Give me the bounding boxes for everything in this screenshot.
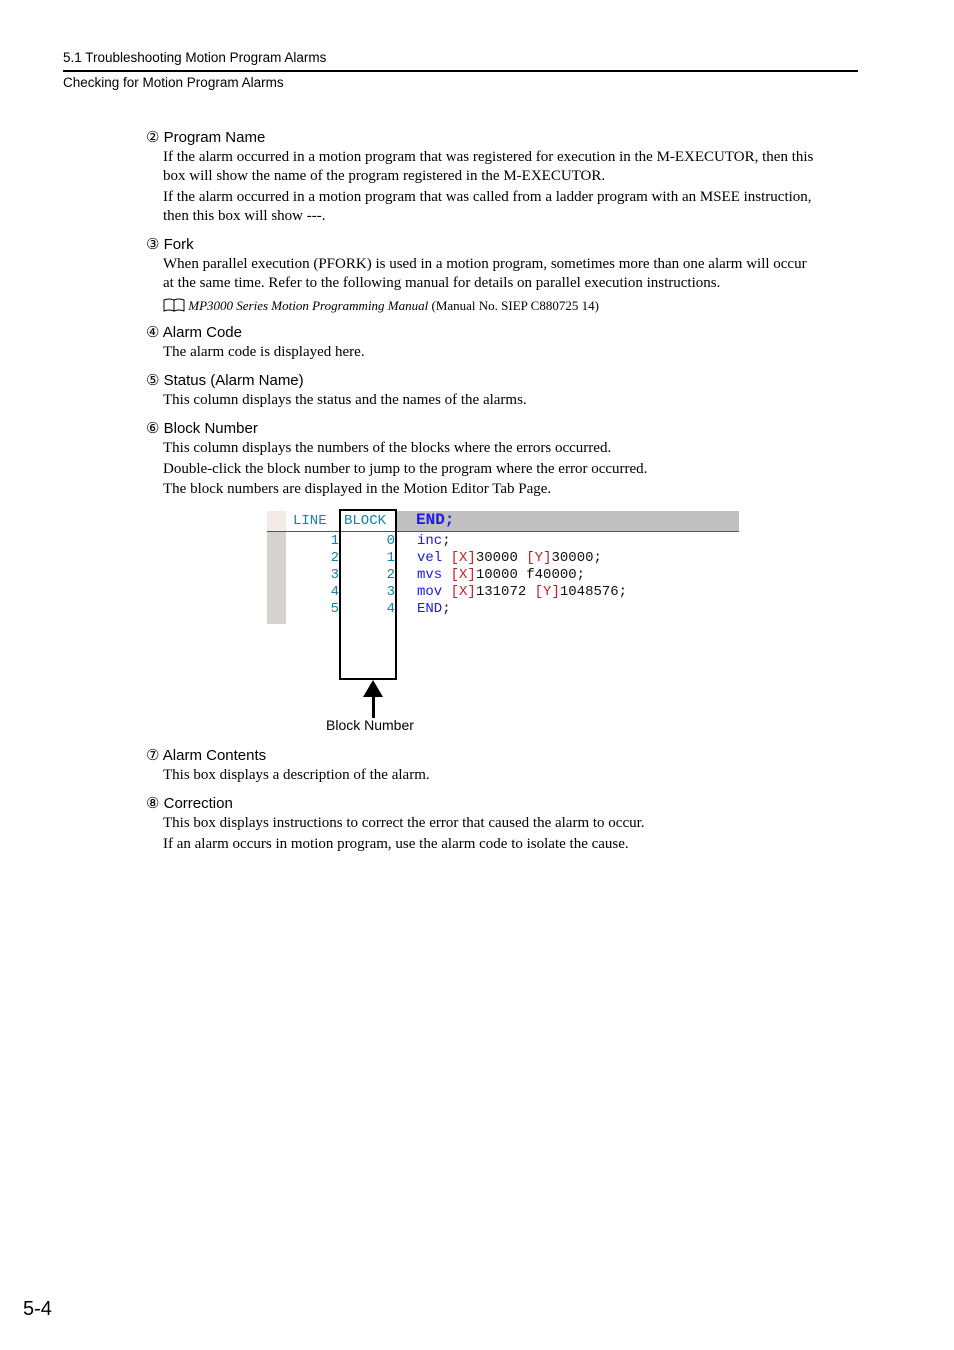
- code-line: [417, 601, 451, 617]
- arrow-shaft: [372, 695, 375, 718]
- code-text: 30000: [475, 550, 527, 566]
- section-title-status: ⑤ Status (Alarm Name): [146, 372, 304, 389]
- book-icon: [163, 298, 188, 313]
- block-number: 3: [386, 584, 395, 600]
- code-text: 30000;: [551, 550, 602, 566]
- code-axis: [Y]: [534, 584, 560, 600]
- paragraph-line: The alarm code is displayed here.: [163, 344, 365, 360]
- paragraph-line: Double-click the block number to jump to the program where the error occurred.: [163, 461, 648, 477]
- manual-title: MP3000 Series Motion Programming Manual: [188, 298, 429, 313]
- code-command: vel: [417, 550, 443, 566]
- paragraph-line: This box displays instructions to correct the error that caused the alarm to occur.: [163, 815, 645, 831]
- section-title-fork: ③ Fork: [146, 236, 194, 253]
- paragraph-line: If the alarm occurred in a motion program that was called from a ladder program with an MSEE instruction,: [163, 189, 812, 205]
- code-command: END: [417, 601, 443, 617]
- paragraph-line: If an alarm occurs in motion program, use the alarm code to isolate the cause.: [163, 836, 629, 852]
- code-text: 131072: [475, 584, 535, 600]
- section-title-block-number: ⑥ Block Number: [146, 420, 258, 437]
- block-number: 4: [386, 601, 395, 617]
- line-number: 4: [330, 584, 339, 600]
- code-text: 10000 f40000;: [475, 567, 586, 583]
- running-header-subsection: Checking for Motion Program Alarms: [63, 75, 284, 90]
- code-line: [417, 584, 627, 600]
- line-number: 3: [330, 567, 339, 583]
- code-axis: [X]: [450, 584, 476, 600]
- code-axis: [X]: [450, 567, 476, 583]
- block-number: 1: [386, 550, 395, 566]
- code-line: [417, 567, 585, 583]
- editor-header-rule: [267, 531, 739, 532]
- section-title-program-name: ② Program Name: [146, 129, 266, 146]
- block-number: 2: [386, 567, 395, 583]
- paragraph-line: then this box will show ---.: [163, 208, 326, 224]
- code-line: [417, 550, 602, 566]
- column-header-line: LINE: [293, 513, 327, 529]
- page-number: 5-4: [23, 1298, 52, 1320]
- column-header-block: BLOCK: [344, 513, 387, 529]
- section-title-alarm-contents: ⑦ Alarm Contents: [146, 747, 267, 764]
- paragraph-line: The block numbers are displayed in the Motion Editor Tab Page.: [163, 481, 552, 497]
- code-command: mov: [417, 584, 443, 600]
- code-command: mvs: [417, 567, 443, 583]
- code-text: 1048576;: [559, 584, 628, 600]
- figure-callout-label: Block Number: [326, 717, 414, 733]
- header-rule: [63, 70, 858, 72]
- code-axis: [X]: [450, 550, 476, 566]
- code-line: [417, 533, 451, 549]
- code-text: ;: [442, 533, 451, 549]
- code-command: inc: [417, 533, 443, 549]
- code-text: ;: [442, 601, 451, 617]
- paragraph-line: at the same time. Refer to the following manual for details on parallel execution instructions.: [163, 275, 721, 291]
- running-header-section: 5.1 Troubleshooting Motion Program Alarms: [63, 50, 327, 65]
- code-axis: [Y]: [526, 550, 552, 566]
- paragraph-line: This box displays a description of the alarm.: [163, 767, 430, 783]
- block-number: 0: [386, 533, 395, 549]
- header-code: END;: [416, 511, 455, 529]
- line-number: 5: [330, 601, 339, 617]
- paragraph-line: This column displays the numbers of the blocks where the errors occurred.: [163, 440, 612, 456]
- paragraph-line: If the alarm occurred in a motion program that was registered for execution in the M-EXECUTOR, then this: [163, 149, 814, 165]
- motion-editor-figure: [267, 509, 739, 749]
- paragraph-line: box will show the name of the program registered in the M-EXECUTOR.: [163, 168, 606, 184]
- paragraph-line: When parallel execution (PFORK) is used in a motion program, sometimes more than one alarm will occur: [163, 256, 807, 272]
- section-title-alarm-code: ④ Alarm Code: [146, 324, 242, 341]
- manual-reference: [163, 298, 599, 314]
- line-number: 2: [330, 550, 339, 566]
- paragraph-line: This column displays the status and the names of the alarms.: [163, 392, 527, 408]
- editor-gutter-top: [267, 511, 286, 531]
- line-number: 1: [330, 533, 339, 549]
- section-title-correction: ⑧ Correction: [146, 795, 233, 812]
- block-column-highlight-box: [339, 509, 397, 680]
- manual-number: (Manual No. SIEP C880725 14): [431, 298, 599, 313]
